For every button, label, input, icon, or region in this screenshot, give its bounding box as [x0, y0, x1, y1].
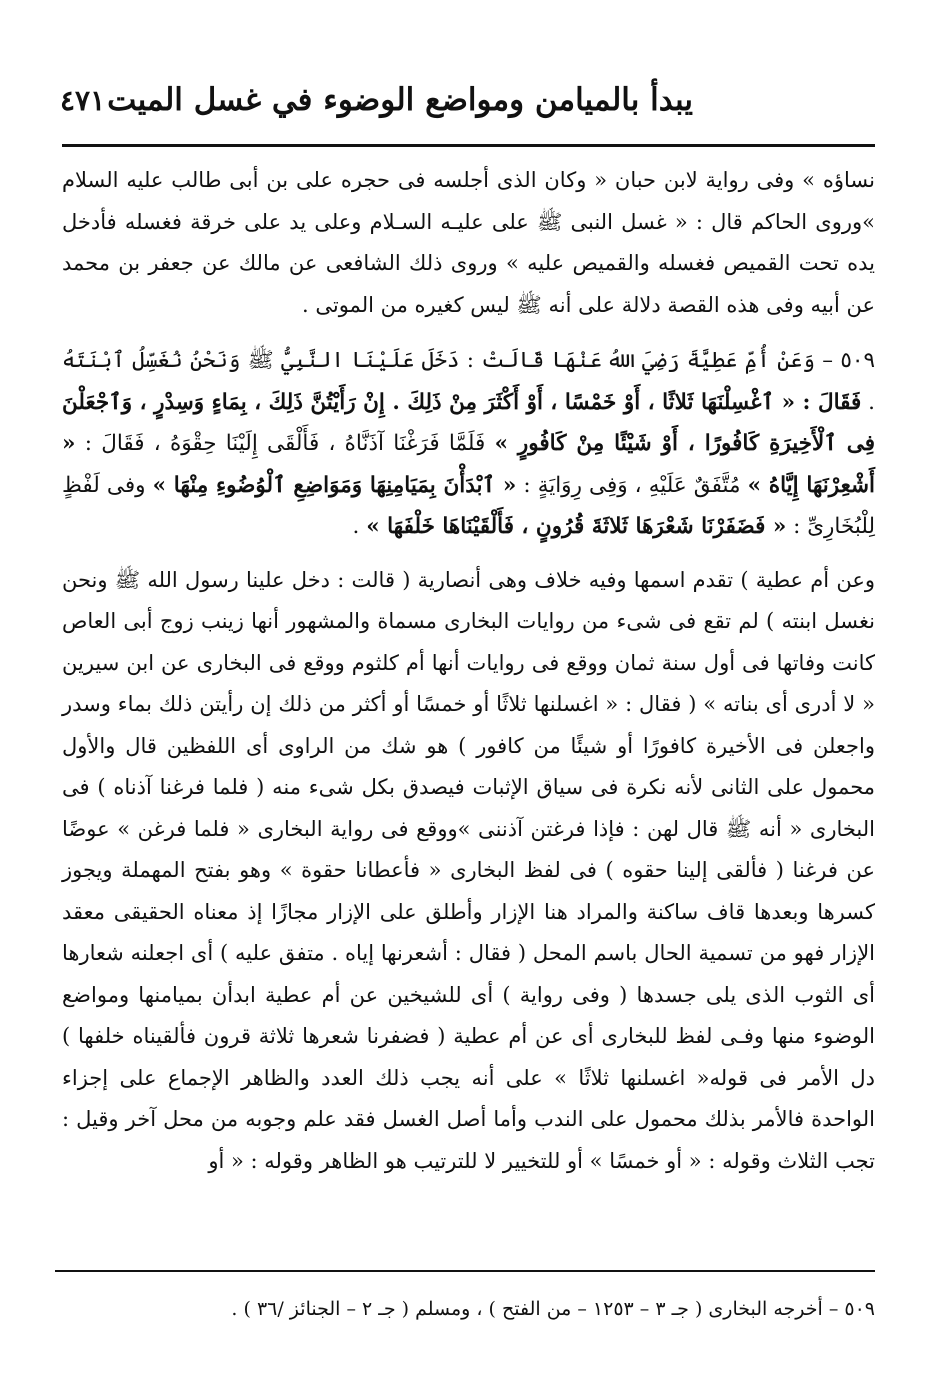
hadith-narration-3: وفى لَفْظٍ لِلْبُخَارِىِّ :	[62, 472, 875, 539]
hadith-end: .	[352, 514, 360, 539]
page-header	[60, 78, 873, 128]
running-title: يبدأ بالميامن ومواضع الوضوء في غسل الميت	[107, 82, 693, 118]
hadith-quote-1: فَقَالَ : « ٱغْسِلْنَهَا ثَلاثًا ، أَوْ خَمْسًا ، أَوْ أَكْثَرَ مِنْ ذَلِكَ . إِنْ رَأَيْتُنَّ ذَلِكَ ، بِمَاءٍ وَسِدْرٍ ، وَٱجْعَلْنَ فِى ٱلْأَخِيرَةِ كَافُورًا ، أَوْ شَيْئًا مِنْ كَافُورٍ »	[62, 389, 875, 456]
hadith-quote-4: « فَضَفَرْنَا شَعْرَهَا ثَلاثَةَ قُرُونٍ ، فَأَلْقَيْنَاهَا خَلْفَهَا »	[366, 514, 787, 539]
hadith-509	[62, 340, 875, 548]
hadith-lead: ٥٠٩ – وَعَنْ أُمِّ عَطِيَّةَ رَضِيَ اللهُ عَنْهَا قَالَتْ : دَخَلَ عَلَيْنَا النَّبِيُّ ﷺ وَنَحْنُ نُغَسِّلُ ٱبْنَتَهُ .	[62, 348, 875, 415]
footnote: ٥٠٩ – أخرجه البخارى ( جـ ٣ – ١٢٥٣ – من الفتح ) ، ومسلم ( جـ ٢ – الجنائز /٣٦ ) .	[231, 1298, 875, 1320]
page-number: ٤٧١	[60, 84, 106, 117]
footnote-rule	[55, 1270, 875, 1272]
hadith-quote-3: « ٱبْدَأْنَ بِمَيَامِنِهَا وَمَوَاضِعِ ٱلْوُضُوءِ مِنْهَا »	[152, 472, 517, 498]
commentary-paragraph: وعن أم عطية ) تقدم اسمها وفيه خلاف وهى أنصارية ( قالت : دخل علينا رسول الله ﷺ ونحن نغسل ابنته ) لم تقع فى شىء من روايات البخارى مسماة والمشهور أنها زينب زوج أبى العاص كانت وفاتها فى أول سنة ثمان ووقع فى روايات أنها أم كلثوم ووقع فى البخارى عن ابن سيرين « لا أدرى أى بناته » ( فقال : « اغسلنها ثلاثًا أو خمسًا أو أكثر من ذلك إن رأيتن ذلك بماء وسدر واجعلن فى الأخيرة كافورًا أو شيئًا من كافور ) هو شك من الراوى أى اللفظين قال والأول محمول على الثانى لأنه نكرة فى سياق الإثبات فيصدق بكل شىء منه ( فلما فرغنا آذناه ) فى البخارى « أنه ﷺ قال لهن : فإذا فرغتن آذننى »ووقع فى رواية البخارى « فلما فرغن » عوضًا عن فرغنا ( فألقى إلينا حقوه ) فى لفظ البخارى « فأعطانا حقوة » وهو بفتح المهملة ويجوز كسرها وبعدها قاف ساكنة والمراد هنا الإزار وأطلق على الإزار مجازًا إذ معناه الحقيقى معقد الإزار فهو من تسمية الحال باسم المحل ( فقال : أشعرنها إياه . متفق عليه ) أى اجعلنه شعارها أى الثوب الذى يلى جسدها ( وفى رواية ) أى للشيخين عن أم عطية ابدأن بميامنها ومواضع الوضوء منها وفـى لفظ للبخارى أى عن أم عطية ( فضفرنا شعرها ثلاثة قرون فألقيناه خلفها ) دل الأمر فى قوله« اغسلنها ثلاثًا » على أنه يجب ذلك العدد والظاهر الإجماع على إجزاء الواحدة فالأمر بذلك محمول على الندب وأما أصل الغسل فقد علم وجوبه من محل آخر وقيل : تجب الثلاث وقوله : « أو خمسًا » أو للتخيير لا للترتيب هو الظاهر وقوله : « أو	[62, 567, 876, 1173]
intro-paragraph: نساؤه » وفى رواية لابن حبان « وكان الذى أجلسه فى حجره على بن أبى طالب عليه السلام »وروى الحاكم قال : « غسل النبى ﷺ على عليـه السـلام وعلى يد على خرقة فغسله فأدخل يده تحت القميص فغسله والقميص عليه » وروى ذلك الشافعى عن مالك عن جعفر بن محمد عن أبيه وفى هذه القصة دلالة على أنه ﷺ ليس كغيره من الموتى .	[62, 168, 875, 317]
hadith-narration-2: مُتَّفَقٌ عَلَيْهِ ، وَفِى رِوَايَةٍ :	[523, 472, 741, 498]
main-text	[62, 160, 875, 1182]
hadith-narration-1: فَلَمَّا فَرَغْنَا آذَنَّاهُ ، فَأَلْقَى إِلَيْنَا حِقْوَهُ ، فَقَالَ :	[84, 431, 486, 456]
header-rule	[62, 144, 875, 147]
hadith-quote-2: « أَشْعِرْنَهَا إِيَّاهُ »	[62, 431, 875, 498]
